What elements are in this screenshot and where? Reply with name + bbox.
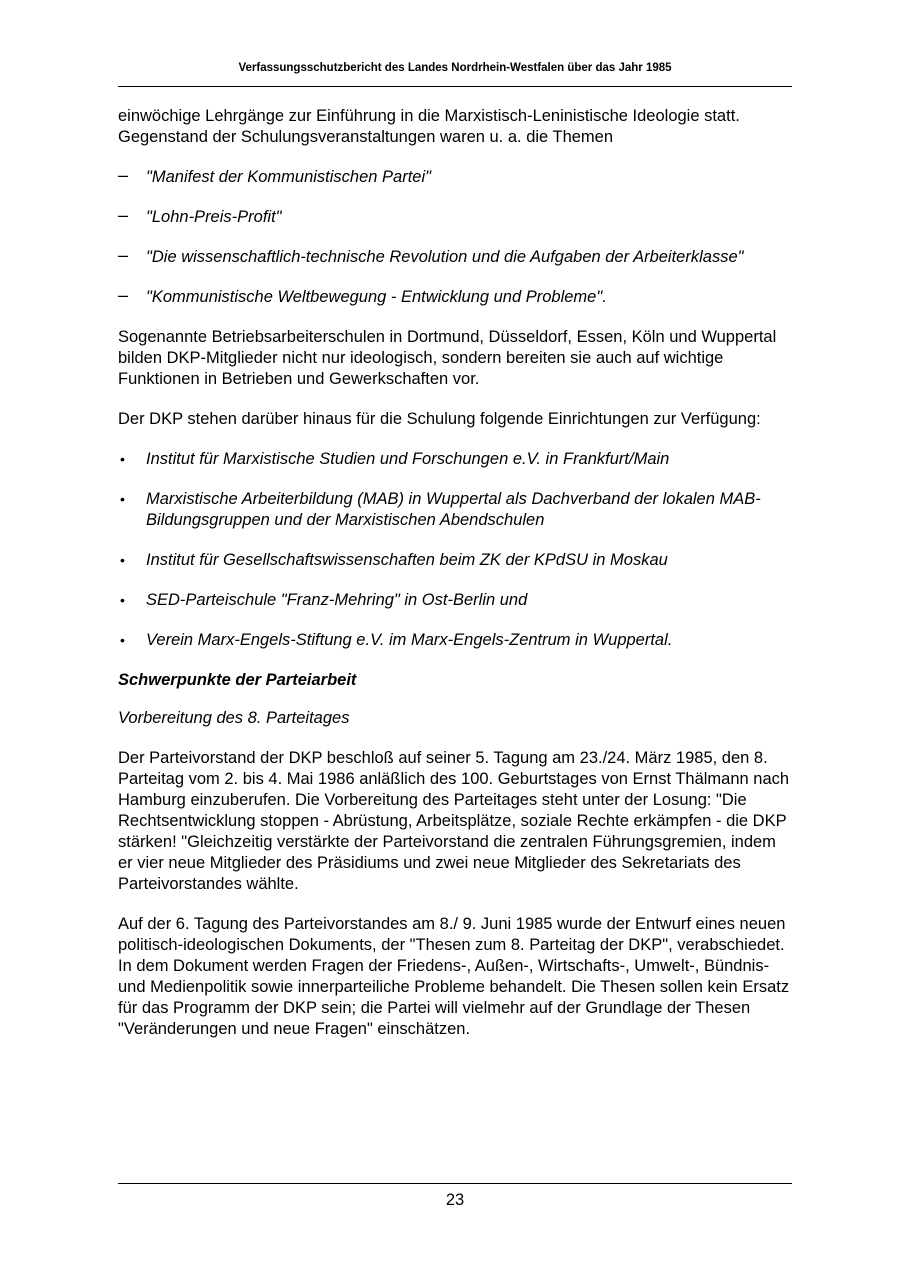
dash-bullet: –: [118, 205, 129, 225]
paragraph-betriebsarbeiterschulen: Sogenannte Betriebsarbeiterschulen in Dortmund, Düsseldorf, Essen, Köln und Wuppertal bilden DKP-Mitglieder nicht nur ideologisch, sondern bereiten sie auch auf wichtige Funktionen in Betrieben und Gewerkschaften vor.: [118, 328, 777, 388]
list-item: [118, 489, 792, 531]
list-item: [118, 590, 792, 611]
dot-bullet: •: [120, 552, 125, 568]
list-item-text: Institut für Gesellschaftswissenschaften beim ZK der KPdSU in Moskau: [146, 551, 668, 569]
list-item: [118, 247, 792, 268]
list-item: [118, 550, 792, 571]
page-header: Verfassungsschutzbericht des Landes Nordrhein-Westfalen über das Jahr 1985: [238, 62, 672, 74]
list-item: [118, 449, 792, 470]
list-item-text: "Die wissenschaftlich-technische Revolution und die Aufgaben der Arbeiterklasse": [146, 248, 744, 266]
dot-bullet: •: [120, 632, 125, 648]
list-item: [118, 630, 792, 651]
page-body: [118, 106, 792, 1059]
list-item-text: "Manifest der Kommunistischen Partei": [146, 168, 431, 186]
paragraph-einrichtungen: Der DKP stehen darüber hinaus für die Schulung folgende Einrichtungen zur Verfügung:: [118, 410, 761, 428]
dash-bullet: –: [118, 285, 129, 305]
list-item-text: SED-Parteischule "Franz-Mehring" in Ost-Berlin und: [146, 591, 528, 609]
section-heading: Schwerpunkte der Parteiarbeit: [118, 671, 357, 689]
list-item-text: Marxistische Arbeiterbildung (MAB) in Wuppertal als Dachverband der lokalen MAB-Bildungsgruppen und der Marxistischen Abendschulen: [146, 490, 761, 529]
dot-bullet: •: [120, 451, 125, 467]
dot-bullet: •: [120, 491, 125, 507]
sub-heading: Vorbereitung des 8. Parteitages: [118, 709, 350, 727]
topic-list: [118, 167, 792, 308]
dash-bullet: –: [118, 245, 129, 265]
page-number: 23: [445, 1191, 465, 1209]
header-rule: [118, 86, 792, 87]
intro-paragraph: einwöchige Lehrgänge zur Einführung in die Marxistisch-Leninistische Ideologie statt. Gegenstand der Schulungsveranstaltungen waren u. a. die Themen: [118, 107, 740, 146]
dash-bullet: –: [118, 165, 129, 185]
paragraph-thesen: Auf der 6. Tagung des Parteivorstandes am 8./ 9. Juni 1985 wurde der Entwurf eines neuen politisch-ideologischen Dokuments, der "Thesen zum 8. Parteitag der DKP", verabschiedet. In dem Dokument werden Fragen der Friedens-, Außen-, Wirtschafts-, Umwelt-, Bündnis- und Medienpolitik sowie innerparteiliche Probleme behandelt. Die Thesen sollen kein Ersatz für das Programm der DKP sein; die Partei will vielmehr auf der Grundlage der Thesen "Veränderungen und neue Fragen" einschätzen.: [118, 915, 790, 1038]
list-item-text: "Lohn-Preis-Profit": [146, 208, 282, 226]
list-item-text: "Kommunistische Weltbewegung - Entwicklung und Probleme".: [146, 288, 607, 306]
list-item: [118, 167, 792, 188]
footer-rule: [118, 1183, 792, 1184]
paragraph-parteivorstand: Der Parteivorstand der DKP beschloß auf seiner 5. Tagung am 23./24. März 1985, den 8. Parteitag vom 2. bis 4. Mai 1986 anläßlich des 100. Geburtstages von Ernst Thälmann nach Hamburg einzuberufen. Die Vorbereitung des Parteitages steht unter der Losung: "Die Rechtsentwicklung stoppen - Abrüstung, Arbeitsplätze, soziale Rechte erkämpfen - die DKP stärken! "Gleichzeitig verstärkte der Parteivorstand die zentralen Führungsgremien, indem er vier neue Mitglieder des Präsidiums und zwei neue Mitglieder des Sekretariats des Parteivorstandes wählte.: [118, 749, 790, 893]
list-item-text: Institut für Marxistische Studien und Forschungen e.V. in Frankfurt/Main: [146, 450, 670, 468]
list-item: [118, 287, 792, 308]
list-item: [118, 207, 792, 228]
dot-bullet: •: [120, 592, 125, 608]
institution-list: [118, 449, 792, 651]
list-item-text: Verein Marx-Engels-Stiftung e.V. im Marx-Engels-Zentrum in Wuppertal.: [146, 631, 673, 649]
